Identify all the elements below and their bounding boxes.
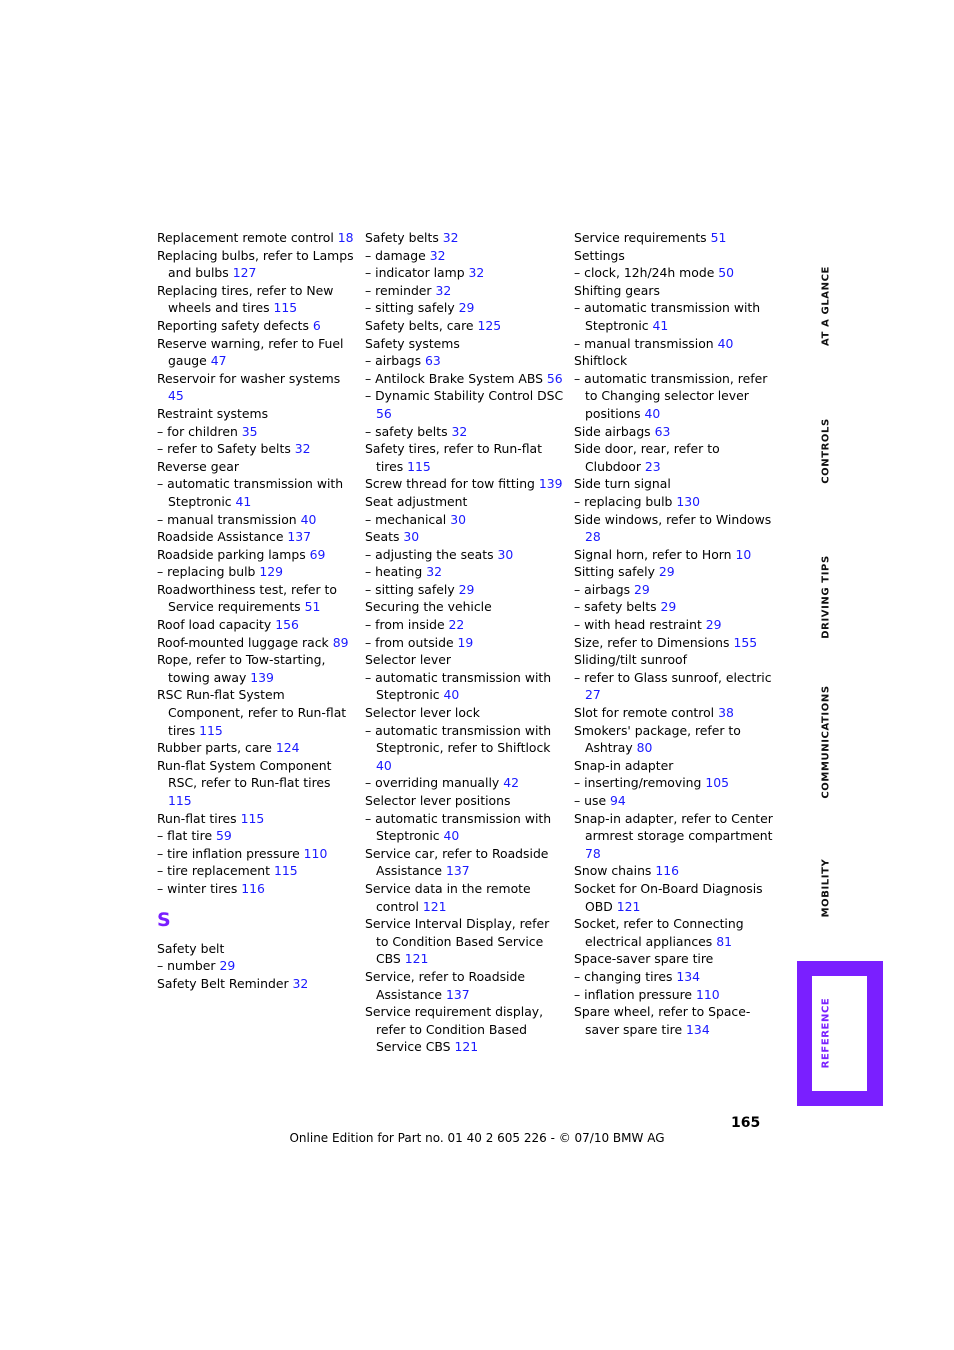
index-entry (365, 845, 565, 880)
index-entry-text: Roof load capacity (157, 617, 272, 633)
index-entry (157, 423, 357, 441)
index-entry (574, 880, 774, 915)
page-link[interactable]: 110 (695, 986, 720, 1002)
page-link[interactable]: 29 (219, 958, 236, 974)
index-entry (365, 1003, 565, 1056)
page-link[interactable]: 29 (458, 300, 475, 316)
index-entry (157, 458, 357, 476)
index-entry (574, 915, 774, 950)
index-entry-text: Roadside Assistance (157, 529, 284, 545)
index-entry (365, 282, 565, 300)
page-link[interactable]: 63 (654, 423, 671, 439)
page-link[interactable]: 35 (241, 423, 258, 439)
index-column-2 (365, 229, 565, 1056)
index-entry (365, 634, 565, 652)
page-link[interactable]: 134 (686, 1021, 710, 1037)
index-entry-text: Snap-in adapter, refer to Center armrest storage compartment (574, 810, 773, 844)
index-entry (365, 370, 565, 388)
index-entry-text: – automatic transmission with Steptronic (574, 300, 761, 333)
index-entry (574, 1003, 774, 1038)
index-entry (157, 827, 357, 845)
index-entry-text: Spare wheel, refer to Space-saver spare tire (574, 1004, 751, 1037)
index-entry-text: – winter tires (157, 880, 238, 896)
index-entry-text: Run-flat tires (157, 810, 237, 826)
index-entry (157, 440, 357, 458)
index-entry-text: – safety belts (574, 599, 657, 615)
index-entry (574, 352, 774, 370)
index-entry-text: – inserting/removing (574, 775, 702, 791)
side-tab-mobility[interactable]: MOBILITY (820, 858, 832, 918)
index-entry (574, 651, 774, 669)
index-entry (157, 282, 357, 317)
page-link[interactable]: 32 (294, 441, 311, 457)
index-entry-text: – with head restraint (574, 617, 702, 633)
page-link[interactable]: 50 (718, 265, 735, 281)
index-entry-text: Roadworthiness test, refer to Service requirements (157, 581, 337, 615)
index-entry-text: Reverse gear (157, 458, 239, 474)
index-entry (157, 686, 357, 739)
index-entry (157, 563, 357, 581)
index-entry (574, 774, 774, 792)
index-entry (365, 669, 565, 704)
page-link[interactable]: 115 (168, 793, 192, 808)
index-entry (574, 669, 774, 704)
index-entry (574, 792, 774, 810)
index-entry-text: Socket, refer to Connecting electrical appliances (574, 916, 744, 949)
index-entry (574, 475, 774, 493)
index-entry-text: – damage (365, 247, 426, 263)
page-link[interactable]: 115 (199, 722, 223, 738)
page-link[interactable]: 32 (468, 265, 485, 281)
page-link[interactable]: 27 (585, 687, 601, 703)
page-link[interactable]: 63 (425, 353, 441, 369)
side-tab-driving-tips[interactable]: DRIVING TIPS (820, 555, 832, 639)
page-link[interactable]: 116 (655, 863, 679, 879)
index-entry-text: Rope, refer to Tow-starting, towing away (157, 652, 326, 685)
index-entry-text: Reservoir for washer systems (157, 370, 341, 386)
index-entry (574, 722, 774, 757)
index-entry-text: Service requirement display, refer to Condition Based Service CBS (365, 1004, 544, 1055)
index-entry (365, 880, 565, 915)
page-link[interactable]: 40 (644, 405, 661, 421)
index-entry (157, 862, 357, 880)
index-entry-text: – refer to Glass sunroof, electric (574, 669, 772, 685)
index-entry-text: Run-flat System Component RSC, refer to Run-flat tires (157, 757, 332, 791)
index-entry (574, 634, 774, 652)
index-entry (157, 975, 357, 993)
index-entry-text: Securing the vehicle (365, 599, 492, 615)
index-entry-text: Screw thread for tow fitting (365, 476, 535, 492)
page-link[interactable]: 41 (235, 493, 252, 509)
index-entry-text: Snow chains (574, 863, 652, 879)
index-entry-text: Rubber parts, care (157, 740, 272, 756)
page-link[interactable]: 10 (735, 546, 752, 562)
index-entry-text: – automatic transmission with Steptronic, refer to Shiftlock (365, 722, 552, 756)
page-link[interactable]: 23 (644, 458, 661, 474)
page-link[interactable]: 155 (733, 634, 758, 650)
index-entry (365, 387, 565, 422)
index-entry (157, 757, 357, 810)
index-entry (574, 968, 774, 986)
index-entry (574, 546, 774, 564)
index-entry (574, 229, 774, 247)
index-entry (574, 440, 774, 475)
index-entry (574, 950, 774, 968)
index-entry-text: Side airbags (574, 423, 651, 439)
index-entry-text: – mechanical (365, 511, 447, 527)
index-entry (365, 511, 565, 529)
side-tab-controls[interactable]: CONTROLS (820, 418, 832, 484)
index-entry-text: Replacing tires, refer to New wheels and tires (157, 282, 334, 316)
index-entry (574, 862, 774, 880)
index-entry-text: Safety Belt Reminder (157, 975, 289, 991)
index-entry-text: Safety belts (365, 230, 439, 245)
page-link[interactable]: 89 (332, 634, 349, 650)
index-entry (574, 581, 774, 599)
index-entry-text: Safety tires, refer to Run-flat tires (365, 441, 542, 474)
index-entry (365, 475, 565, 493)
page-link[interactable]: 45 (168, 388, 184, 404)
index-entry (574, 335, 774, 353)
index-entry-text: Settings (574, 247, 625, 263)
index-entry-text: – Dynamic Stability Control DSC (365, 388, 564, 404)
page-link[interactable]: 80 (636, 740, 653, 756)
index-entry-text: Roadside parking lamps (157, 546, 306, 562)
index-entry (365, 229, 565, 247)
page-link[interactable]: 32 (442, 230, 459, 245)
index-entry (365, 581, 565, 599)
index-entry (574, 704, 774, 722)
page-link[interactable]: 81 (716, 933, 732, 949)
index-entry-text: Service car, refer to Roadside Assistance (365, 845, 549, 879)
index-entry (157, 247, 357, 282)
page-link[interactable]: 30 (403, 529, 420, 545)
page-number: 165 (731, 1115, 761, 1131)
index-entry (365, 335, 565, 353)
index-entry (157, 229, 357, 247)
index-entry-text: Shiftlock (574, 353, 628, 369)
index-entry (365, 423, 565, 441)
index-entry (365, 247, 565, 265)
page-link[interactable]: 121 (454, 1039, 479, 1055)
page-link[interactable]: 137 (287, 529, 312, 545)
index-entry (574, 511, 774, 546)
index-entry (365, 352, 565, 370)
page-link[interactable]: 121 (422, 898, 447, 914)
index-entry (365, 651, 565, 669)
index-letter-heading: S (157, 908, 171, 931)
page-link[interactable]: 134 (676, 968, 701, 984)
index-entry-text: – replacing bulb (157, 564, 256, 580)
index-entry (574, 493, 774, 511)
side-tab-reference[interactable]: REFERENCE (820, 997, 832, 1069)
page-link[interactable]: 115 (240, 810, 265, 826)
index-entry (365, 546, 565, 564)
page-link[interactable]: 121 (616, 898, 641, 914)
page-link[interactable]: 18 (337, 230, 354, 245)
index-entry-text: – adjusting the seats (365, 546, 494, 562)
page-link[interactable]: 124 (275, 740, 300, 756)
index-entry (365, 299, 565, 317)
index-entry (365, 774, 565, 792)
index-entry-text: – replacing bulb (574, 493, 673, 509)
index-entry-text: Safety belts, care (365, 317, 474, 333)
index-entry-text: – sitting safely (365, 581, 455, 597)
index-entry (157, 475, 357, 510)
index-entry-text: Safety systems (365, 335, 460, 351)
page-link[interactable]: 78 (585, 845, 601, 861)
index-entry-text: Safety belt (157, 940, 225, 956)
index-entry (365, 528, 565, 546)
index-entry-text: Replacement remote control (157, 230, 334, 245)
index-entry (157, 528, 357, 546)
index-entry-text: Reserve warning, refer to Fuel gauge (157, 335, 344, 369)
index-entry (574, 563, 774, 581)
page-link[interactable]: 121 (404, 951, 429, 967)
page-link[interactable]: 69 (309, 546, 326, 562)
index-entry (157, 511, 357, 529)
index-entry-text: Selector lever positions (365, 793, 511, 808)
index-entry (157, 317, 357, 335)
page-link[interactable]: 29 (705, 617, 722, 633)
index-entry-text: Service, refer to Roadside Assistance (365, 968, 525, 1002)
index-entry-text: Sitting safely (574, 564, 655, 580)
index-entry-text: – automatic transmission with Steptronic (365, 669, 552, 703)
index-entry-text: RSC Run-flat System Component, refer to Run-flat tires (157, 687, 347, 738)
page-link[interactable]: 22 (448, 617, 465, 633)
index-entry (365, 493, 565, 511)
index-entry-text: – manual transmission (574, 335, 714, 351)
index-entry (574, 370, 774, 423)
index-entry-text: – inflation pressure (574, 986, 693, 1002)
index-entry-text: Side windows, refer to Windows (574, 511, 772, 527)
index-entry (365, 264, 565, 282)
index-entry-text: – manual transmission (157, 511, 297, 527)
index-entry-text: Replacing bulbs, refer to Lamps and bulbs (157, 247, 354, 281)
index-entry (157, 880, 357, 898)
footer-text: Online Edition for Part no. 01 40 2 605 226 - © 07/10 BMW AG (289, 1131, 665, 1145)
page-link[interactable]: 32 (292, 975, 309, 991)
index-entry-text: – use (574, 793, 607, 808)
page-link[interactable]: 139 (538, 476, 563, 492)
page-link[interactable]: 42 (503, 775, 519, 791)
index-entry (157, 405, 357, 423)
index-entry-text: – indicator lamp (365, 265, 465, 281)
page-link[interactable]: 29 (458, 581, 475, 597)
index-entry-text: – tire inflation pressure (157, 845, 300, 861)
index-entry (157, 335, 357, 370)
index-entry-text: Seats (365, 529, 400, 545)
index-entry-text: Side door, rear, refer to Clubdoor (574, 441, 720, 474)
index-entry-text: – overriding manually (365, 775, 500, 791)
page-link[interactable]: 110 (303, 845, 328, 861)
index-entry-text: – airbags (365, 353, 422, 369)
index-entry-text: – sitting safely (365, 300, 455, 316)
page-link[interactable]: 59 (216, 828, 232, 844)
index-entry (157, 845, 357, 863)
index-entry (157, 581, 357, 616)
side-tab-at-a-glance[interactable]: AT A GLANCE (820, 266, 832, 346)
index-entry-text: – refer to Safety belts (157, 441, 291, 457)
index-entry-text: – safety belts (365, 423, 448, 439)
page-link[interactable]: 41 (652, 317, 669, 333)
index-entry (365, 792, 565, 810)
page-link[interactable]: 6 (312, 317, 321, 333)
index-entry (574, 264, 774, 282)
index-entry (365, 598, 565, 616)
index-entry-text: – clock, 12h/24h mode (574, 265, 715, 281)
page-link[interactable]: 32 (429, 247, 446, 263)
page-link[interactable]: 32 (426, 564, 442, 580)
page-link[interactable]: 32 (451, 423, 468, 439)
index-entry (365, 704, 565, 722)
index-entry-text: Service Interval Display, refer to Condition Based Service CBS (365, 916, 550, 967)
index-column-1 (157, 229, 357, 992)
index-entry-text: Slot for remote control (574, 705, 715, 721)
index-entry (365, 968, 565, 1003)
page-link[interactable]: 47 (210, 353, 227, 369)
page-link[interactable]: 129 (259, 564, 284, 580)
index-entry (365, 616, 565, 634)
index-entry-text: Side turn signal (574, 476, 671, 492)
page-link[interactable]: 30 (450, 511, 466, 527)
index-entry (574, 247, 774, 265)
page-link[interactable]: 40 (300, 511, 317, 527)
index-entry (157, 546, 357, 564)
index-entry (157, 634, 357, 652)
index-entry-text: Socket for On-Board Diagnosis OBD (574, 880, 763, 914)
index-entry (157, 810, 357, 828)
index-entry-text: – from outside (365, 634, 454, 650)
index-entry-text: – tire replacement (157, 863, 271, 879)
index-entry-text: Space-saver spare tire (574, 951, 714, 967)
index-entry (365, 722, 565, 775)
page-link[interactable]: 29 (634, 581, 650, 597)
index-entry-text: Shifting gears (574, 282, 660, 298)
index-entry-text: – from inside (365, 617, 445, 633)
index-entry-text: – Antilock Brake System ABS (365, 370, 543, 386)
index-entry-text: – heating (365, 564, 423, 580)
index-entry (365, 915, 565, 968)
index-entry-text: – automatic transmission with Steptronic (157, 476, 344, 509)
index-entry (574, 986, 774, 1004)
index-entry-text: – for children (157, 423, 238, 439)
index-entry-text: Smokers' package, refer to Ashtray (574, 722, 741, 756)
index-entry (574, 810, 774, 863)
index-entry (574, 282, 774, 300)
page-link[interactable]: 127 (232, 265, 257, 281)
page-link[interactable]: 115 (273, 300, 298, 316)
page-link[interactable]: 40 (376, 757, 392, 773)
index-entry (157, 940, 357, 958)
index-entry (574, 616, 774, 634)
index-entry-text: – automatic transmission with Steptronic (365, 810, 552, 844)
index-entry-text: Roof-mounted luggage rack (157, 634, 329, 650)
page-link[interactable]: 56 (546, 370, 563, 386)
index-entry (157, 651, 357, 686)
index-entry (365, 317, 565, 335)
index-entry-text: Selector lever lock (365, 705, 480, 721)
page-link[interactable]: 40 (443, 687, 460, 703)
page-link[interactable]: 40 (717, 335, 734, 351)
page-link[interactable]: 32 (435, 282, 452, 298)
index-entry (365, 810, 565, 845)
index-entry (574, 299, 774, 334)
page-link[interactable]: 156 (275, 617, 299, 633)
index-entry (157, 739, 357, 757)
page-link[interactable]: 125 (477, 317, 502, 333)
page-link[interactable]: 130 (676, 493, 701, 509)
page-link[interactable]: 29 (658, 564, 675, 580)
index-entry-text: Restraint systems (157, 405, 269, 421)
page-link[interactable]: 38 (718, 705, 734, 721)
page-link[interactable]: 115 (273, 863, 298, 879)
index-entry-text: Snap-in adapter (574, 757, 674, 773)
index-entry-text: – reminder (365, 282, 432, 298)
page-link[interactable]: 137 (445, 863, 470, 879)
page-link[interactable]: 56 (376, 405, 392, 421)
page-link[interactable]: 29 (660, 599, 677, 615)
index-entry (574, 757, 774, 775)
page-link[interactable]: 51 (304, 599, 321, 615)
index-entry (157, 616, 357, 634)
index-entry-text: Size, refer to Dimensions (574, 634, 730, 650)
index-entry-text: – changing tires (574, 968, 673, 984)
index-entry-text: – number (157, 958, 216, 974)
index-entry (574, 423, 774, 441)
page-link[interactable]: 94 (610, 793, 626, 808)
index-entry-text: Signal horn, refer to Horn (574, 546, 732, 562)
page-link[interactable]: 105 (705, 775, 729, 791)
index-entry-text: Sliding/tilt sunroof (574, 652, 687, 668)
index-entry (365, 440, 565, 475)
index-entry-text: Selector lever (365, 652, 451, 668)
index-entry-text: Service requirements (574, 230, 707, 245)
index-entry (157, 957, 357, 975)
index-entry-text: Service data in the remote control (365, 880, 531, 914)
index-entry (365, 563, 565, 581)
page-link[interactable]: 139 (250, 669, 274, 685)
page-link[interactable]: 115 (407, 458, 431, 474)
index-column-3 (574, 229, 774, 1038)
page-link[interactable]: 19 (457, 634, 474, 650)
index-entry-text: Seat adjustment (365, 493, 468, 509)
page-link[interactable]: 40 (443, 828, 460, 844)
index-entry (574, 598, 774, 616)
page-link[interactable]: 137 (445, 986, 470, 1002)
index-entry-text: – airbags (574, 581, 631, 597)
page-link[interactable]: 116 (241, 880, 265, 896)
index-entry (157, 370, 357, 405)
page-link[interactable]: 30 (497, 546, 514, 562)
page-link[interactable]: 51 (710, 230, 727, 245)
index-entry-text: Reporting safety defects (157, 317, 309, 333)
side-tab-communications[interactable]: COMMUNICATIONS (820, 685, 832, 799)
index-entry-text: – automatic transmission, refer to Changing selector lever positions (574, 370, 768, 421)
index-entry-text: – flat tire (157, 828, 213, 844)
page-link[interactable]: 28 (585, 529, 601, 545)
